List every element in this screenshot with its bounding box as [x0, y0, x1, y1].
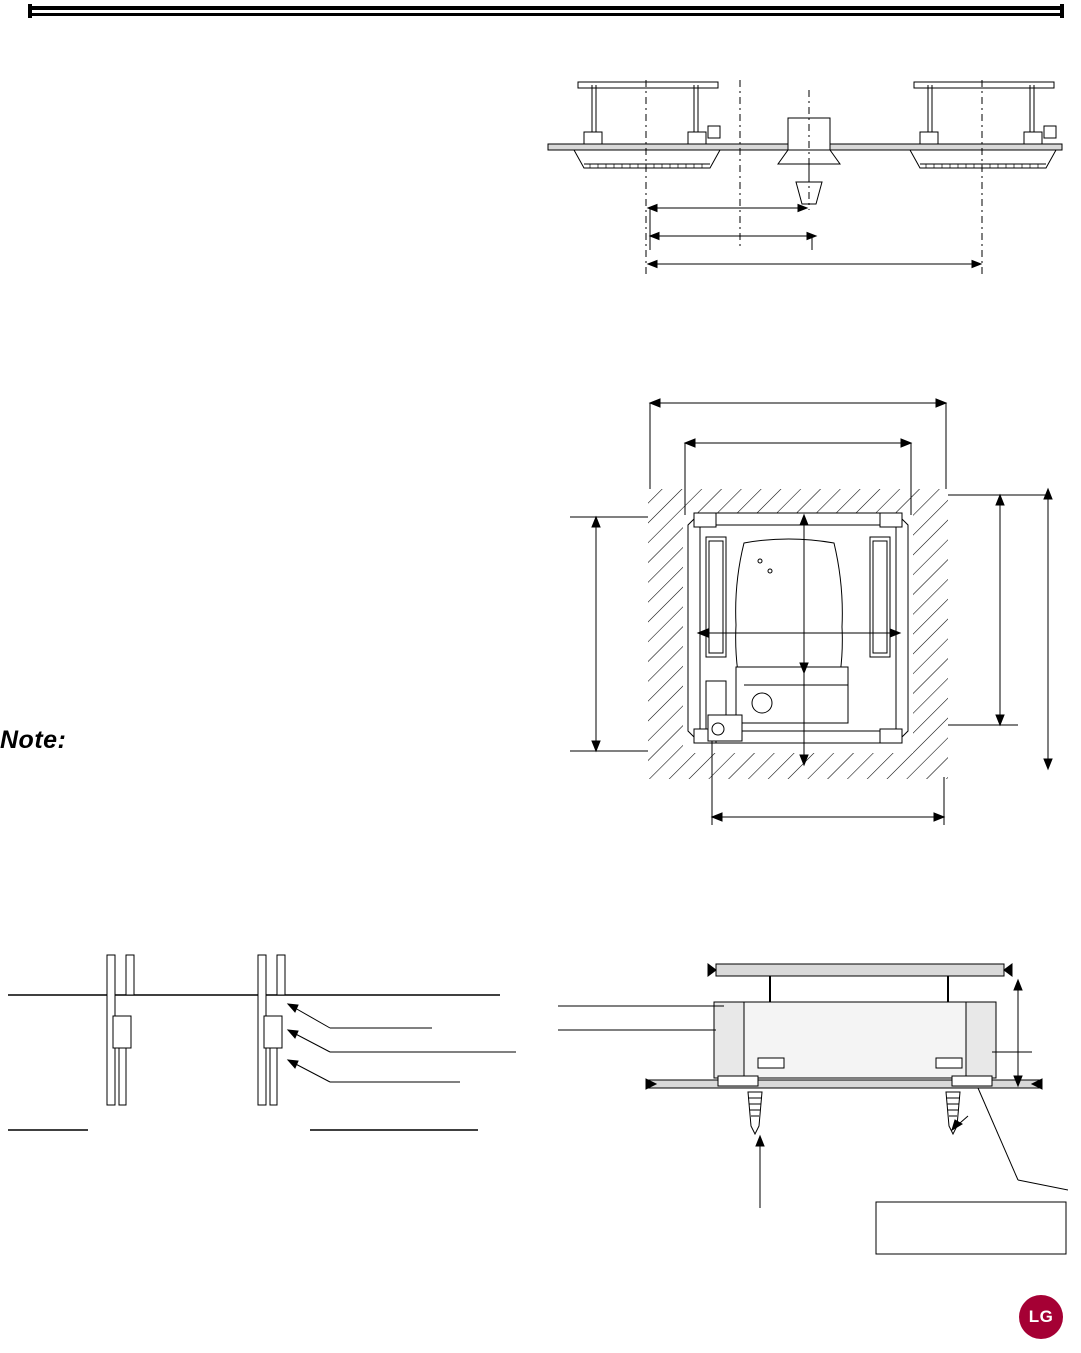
header-rule-top	[28, 6, 1064, 10]
suspension-bolt-assembly-diagram	[0, 930, 520, 1145]
note-label: Note:	[0, 726, 67, 754]
header-rule-bottom	[28, 13, 1064, 16]
ceiling-opening-dimensions-diagram	[548, 385, 1068, 845]
ceiling-units-spacing-diagram	[540, 60, 1070, 285]
header-rule-left-cap	[28, 4, 32, 18]
lg-logo	[1019, 1295, 1063, 1339]
unit-installation-section-diagram	[548, 940, 1068, 1270]
header-rule-right-cap	[1060, 4, 1064, 18]
lg-logo-text: LG	[1028, 1307, 1054, 1326]
